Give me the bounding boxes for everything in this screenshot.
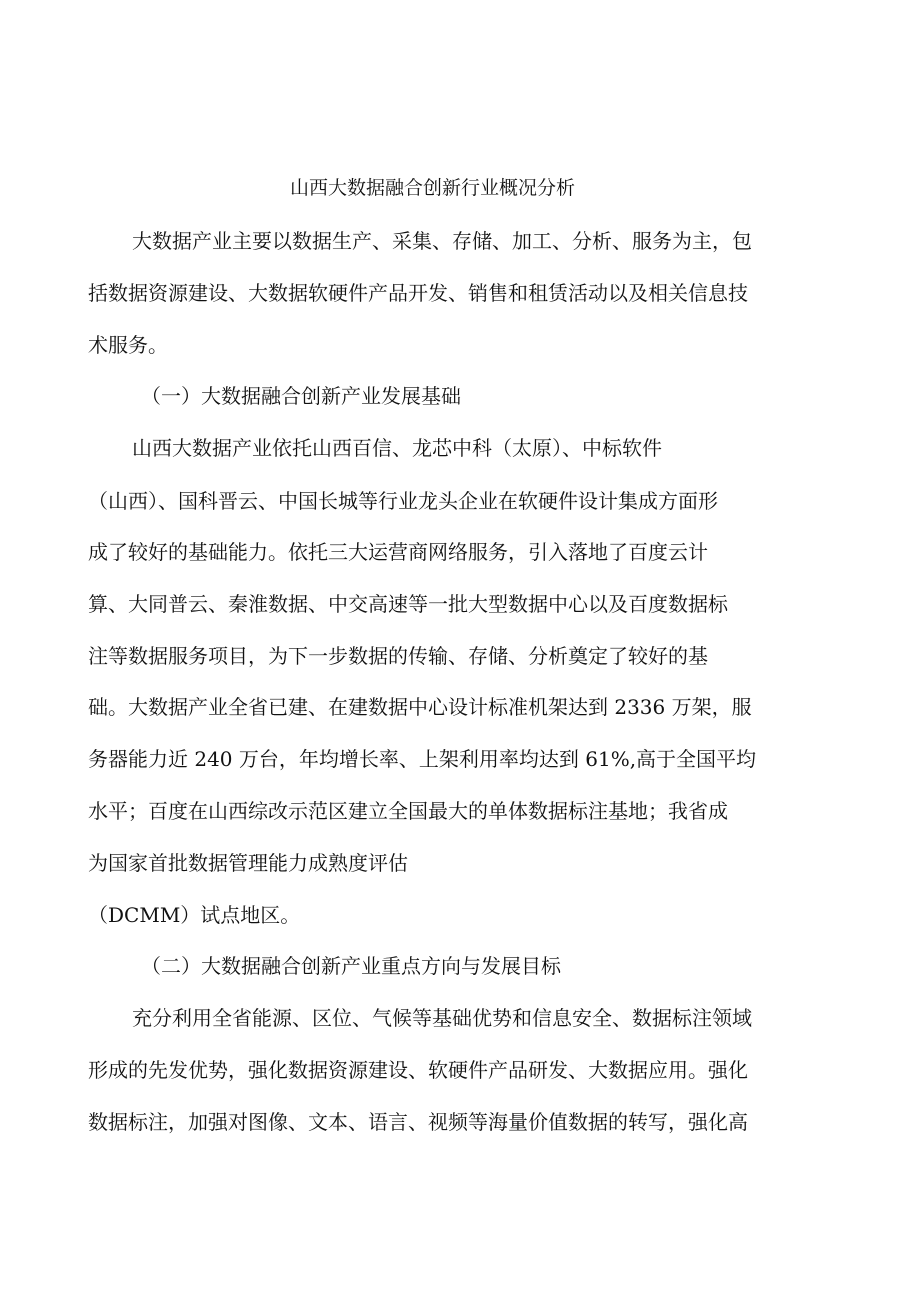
paragraph-line: 务器能力近 240 万台，年均增长率、上架利用率均达到 61%,高于全国平均 bbox=[88, 747, 757, 771]
section-heading: （二）大数据融合创新产业重点方向与发展目标 bbox=[141, 954, 561, 978]
paragraph-line: （山西）、国科晋云、中国长城等行业龙头企业在软硬件设计集成方面形 bbox=[88, 489, 718, 513]
paragraph-line: 水平；百度在山西综改示范区建立全国最大的单体数据标注基地；我省成 bbox=[88, 799, 728, 823]
paragraph-line: 础。大数据产业全省已建、在建数据中心设计标准机架达到 2336 万架，服 bbox=[88, 695, 752, 719]
paragraph-line: 数据标注，加强对图像、文本、语言、视频等海量价值数据的转写，强化高 bbox=[88, 1110, 748, 1134]
paragraph-line: 注等数据服务项目，为下一步数据的传输、存储、分析奠定了较好的基 bbox=[88, 644, 708, 668]
paragraph-line: 形成的先发优势，强化数据资源建设、软硬件产品研发、大数据应用。强化 bbox=[88, 1058, 748, 1082]
paragraph-line: 山西大数据产业依托山西百信、龙芯中科（太原）、中标软件 bbox=[132, 436, 662, 460]
document-title: 山西大数据融合创新行业概况分析 bbox=[290, 177, 576, 199]
paragraph-line: （DCMM）试点地区。 bbox=[88, 903, 301, 927]
paragraph-line: 算、大同普云、秦淮数据、中交高速等一批大型数据中心以及百度数据标 bbox=[88, 592, 728, 616]
paragraph-line: 充分利用全省能源、区位、气候等基础优势和信息安全、数据标注领域 bbox=[132, 1006, 752, 1030]
section-heading: （一）大数据融合创新产业发展基础 bbox=[141, 384, 461, 408]
paragraph-line: 为国家首批数据管理能力成熟度评估 bbox=[88, 851, 408, 875]
paragraph-line: 括数据资源建设、大数据软硬件产品开发、销售和租赁活动以及相关信息技 bbox=[88, 281, 748, 305]
paragraph-line: 大数据产业主要以数据生产、采集、存储、加工、分析、服务为主，包 bbox=[132, 229, 752, 253]
paragraph-line: 成了较好的基础能力。依托三大运营商网络服务，引入落地了百度云计 bbox=[88, 540, 708, 564]
paragraph-line: 术服务。 bbox=[88, 333, 168, 357]
